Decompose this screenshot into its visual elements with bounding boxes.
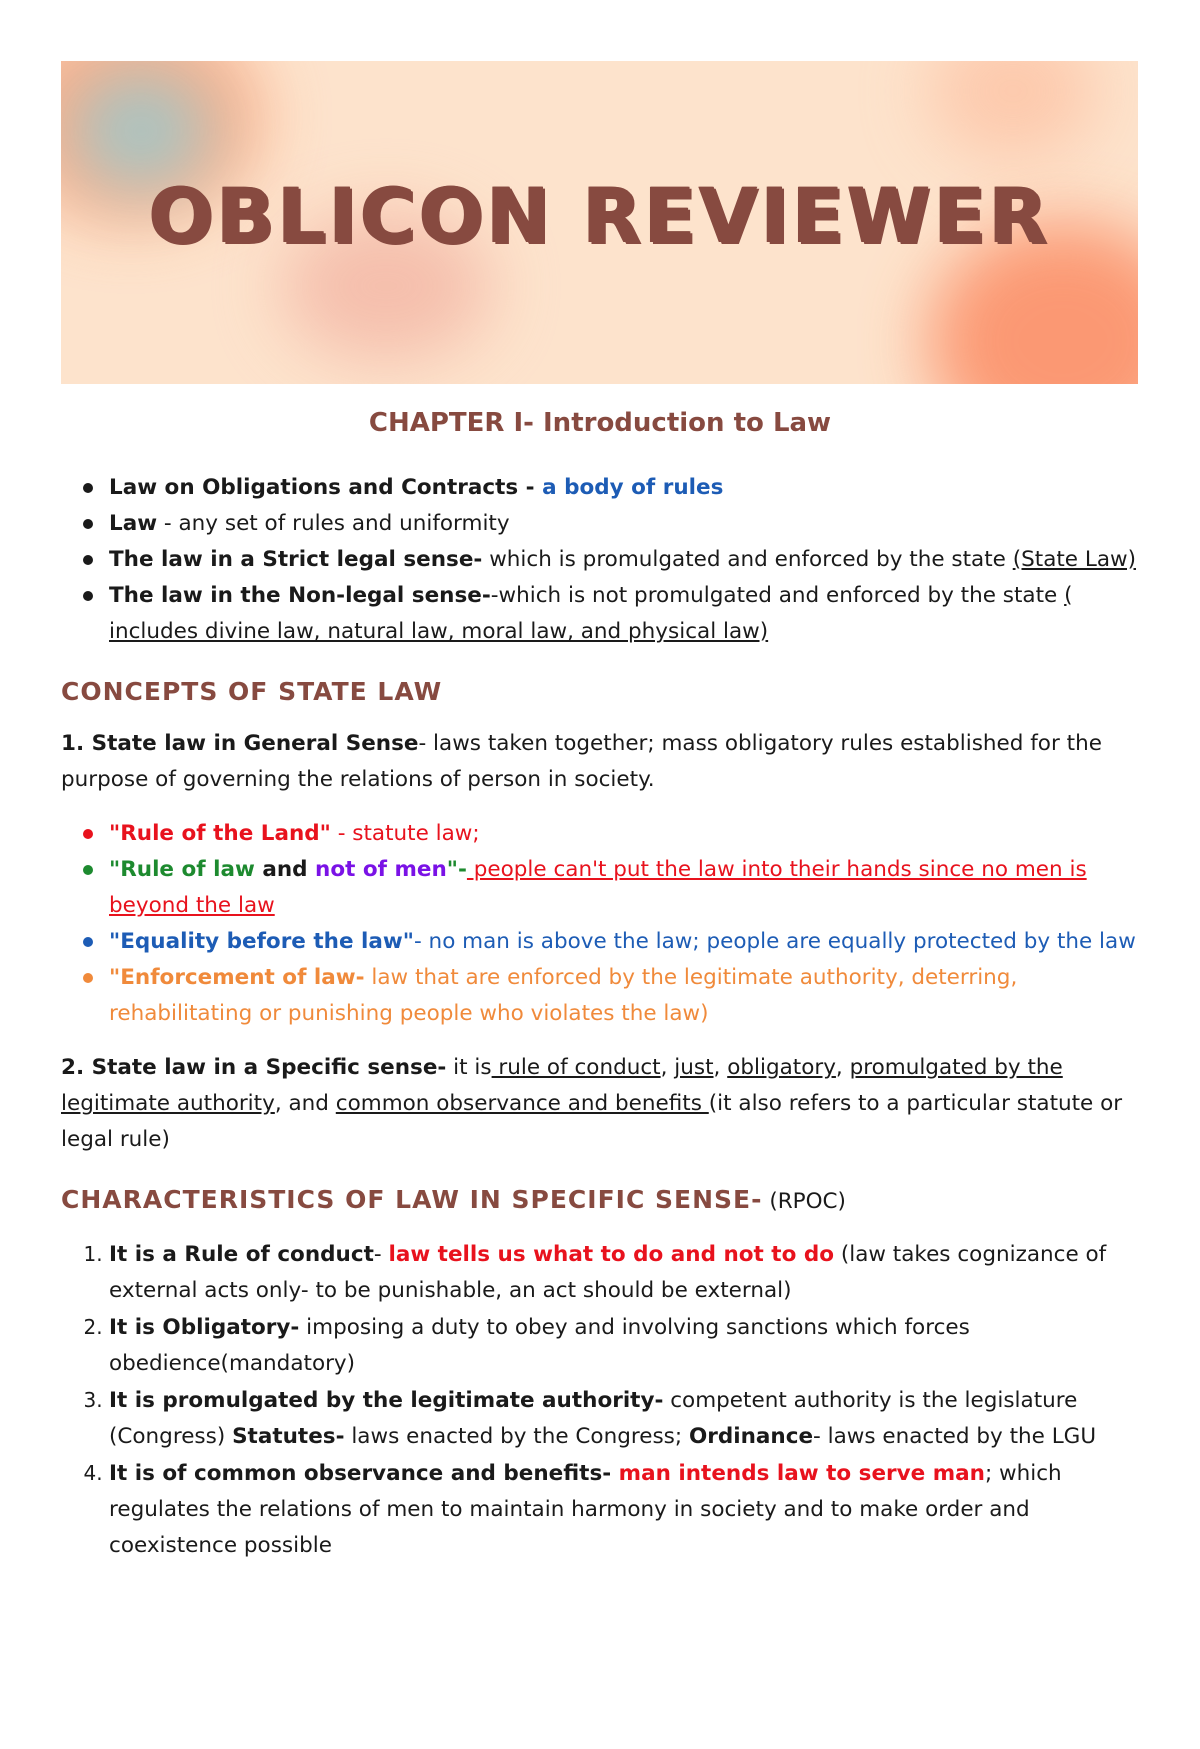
definition: law that are enforced by the legitimate authority, deterring, rehabilitating or punishing people who violates the law) xyxy=(109,965,1018,1026)
term: Statutes- xyxy=(232,1424,345,1449)
term: State law in a Specific sense- xyxy=(91,1055,447,1080)
heading-acronym: (RPOC) xyxy=(762,1189,846,1214)
term: "Rule of law xyxy=(109,857,255,882)
paragraph-general-sense xyxy=(61,726,1141,798)
separator: , xyxy=(713,1055,728,1080)
term: "Enforcement of law- xyxy=(109,965,365,990)
term: "Equality before the law" xyxy=(109,929,414,954)
term: It is of common observance and benefits- xyxy=(109,1461,612,1486)
section-heading xyxy=(61,1182,1141,1220)
term-emphasis: not of men xyxy=(315,857,447,882)
term: The law in a Strict legal sense- xyxy=(109,547,483,572)
section-heading: CONCEPTS OF STATE LAW xyxy=(61,677,443,706)
definition: (law takes cognizance of external acts only- to be punishable, an act should be external) xyxy=(109,1242,1107,1303)
chapter-title: CHAPTER I- Introduction to Law xyxy=(368,408,832,438)
separator: , xyxy=(660,1055,675,1080)
definition: imposing a duty to obey and involving sanctions which forces obedience(mandatory) xyxy=(109,1315,970,1376)
note: ( includes divine law, natural law, moral law, and physical law) xyxy=(109,583,1073,644)
underlined-text: just xyxy=(674,1055,714,1080)
paragraph-specific-sense xyxy=(61,1050,1141,1158)
document-body xyxy=(61,470,1141,1564)
emphasis: law tells us what to do and not to do xyxy=(388,1242,834,1267)
term: It is Obligatory- xyxy=(109,1315,300,1340)
intro-list xyxy=(61,470,1141,650)
term: Ordinance xyxy=(688,1424,814,1449)
emphasis: man intends law to serve man xyxy=(611,1461,985,1486)
concepts-list xyxy=(61,816,1141,1032)
term: State law in General Sense xyxy=(91,731,419,756)
text: it is xyxy=(446,1055,492,1080)
term: The law in the Non-legal sense- xyxy=(109,583,491,608)
decor-blob xyxy=(928,61,1098,161)
underlined-text: promulgated by the legitimate authority xyxy=(61,1055,1063,1116)
list-item xyxy=(109,960,1141,1032)
list-item xyxy=(109,1382,1141,1455)
term: It is a Rule of conduct xyxy=(109,1242,374,1267)
underlined-text: rule of conduct xyxy=(491,1055,661,1080)
list-item xyxy=(109,506,1141,542)
term: Law xyxy=(109,511,158,536)
separator: , and xyxy=(274,1091,336,1116)
definition: -which is not promulgated and enforced by the state xyxy=(490,583,1065,608)
list-item xyxy=(109,1309,1141,1382)
list-item xyxy=(109,816,1141,852)
definition: competent authority is the legislature (Congress) xyxy=(109,1388,1078,1449)
list-item xyxy=(109,578,1141,650)
list-item xyxy=(109,542,1141,578)
item-number: 2. xyxy=(61,1055,92,1080)
definition: ; which regulates the relations of men to maintain harmony in society and to make order and coexistence possible xyxy=(109,1461,1062,1558)
title-banner xyxy=(61,61,1138,384)
text: (it also refers to a particular statute or legal rule) xyxy=(61,1091,1123,1152)
term-end: "- xyxy=(446,857,467,882)
definition: - laws taken together; mass obligatory rules established for the purpose of governing the relations of person in society. xyxy=(61,731,1102,792)
term: It is promulgated by the legitimate authority- xyxy=(109,1388,664,1413)
separator: , xyxy=(835,1055,850,1080)
term-joiner: and xyxy=(254,857,316,882)
definition: which is promulgated and enforced by the state xyxy=(482,547,1013,572)
item-number: 1. xyxy=(61,731,92,756)
list-item xyxy=(109,924,1141,960)
document-title: OBLICON REVIEWER xyxy=(148,171,1051,260)
definition: - no man is above the law; people are equally protected by the law xyxy=(413,929,1136,954)
separator: - xyxy=(373,1242,389,1267)
definition: - any set of rules and uniformity xyxy=(157,511,510,536)
list-item xyxy=(109,1455,1141,1564)
heading-text: CHARACTERISTICS OF LAW IN SPECIFIC SENSE- xyxy=(61,1185,763,1214)
list-item xyxy=(109,1236,1141,1309)
list-item xyxy=(109,470,1141,506)
underlined-text: common observance and benefits xyxy=(335,1091,709,1116)
term: "Rule of the Land" xyxy=(109,821,331,846)
definition: laws enacted by the Congress; xyxy=(344,1424,689,1449)
note: (State Law) xyxy=(1012,547,1136,572)
definition: people can't put the law into their hands since no men is beyond the law xyxy=(109,857,1087,918)
term: Law on Obligations and Contracts - xyxy=(109,475,535,500)
list-item xyxy=(109,852,1141,924)
underlined-text: obligatory xyxy=(727,1055,836,1080)
definition: - statute law; xyxy=(330,821,480,846)
definition: a body of rules xyxy=(534,475,724,500)
definition: - laws enacted by the LGU xyxy=(813,1424,1097,1449)
characteristics-list xyxy=(61,1236,1141,1564)
